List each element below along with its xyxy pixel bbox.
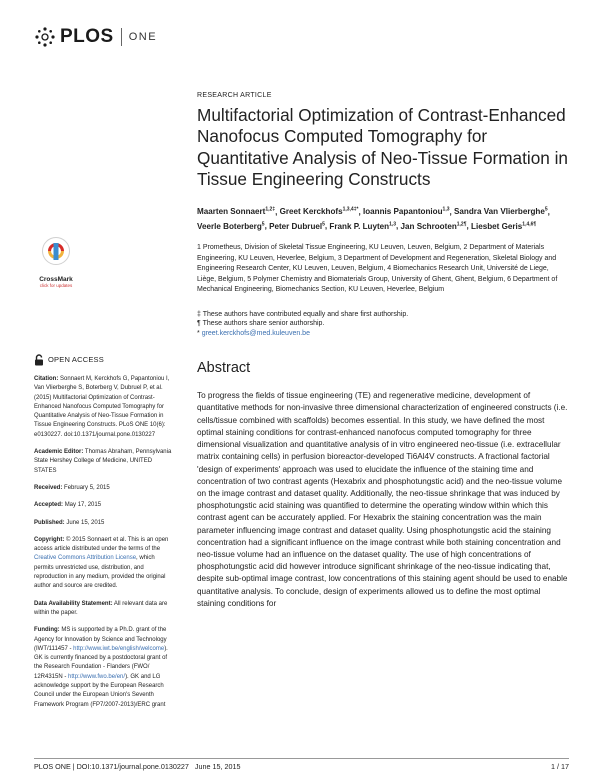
- email-symbol: *: [197, 329, 200, 337]
- author[interactable]: [363, 207, 450, 216]
- footer-citation: PLOS ONE | DOI:10.1371/journal.pone.0130227 June 15, 2015: [34, 762, 241, 771]
- funding-block: [34, 626, 172, 710]
- brand-name: PLOS: [60, 26, 114, 47]
- author-name: Veerle Boterberg: [197, 222, 262, 231]
- author-name: Maarten Sonnaert: [197, 207, 266, 217]
- funding-label: Funding:: [34, 627, 60, 634]
- corresponding-email-link[interactable]: greet.kerckhofs@med.kuleuven.be: [201, 329, 310, 337]
- author-name: Sandra Van Vlierberghe: [454, 207, 545, 217]
- author-name: Frank P. Luyten: [329, 222, 390, 231]
- affiliations: 1 Prometheus, Division of Skeletal Tissue Engineering, KU Leuven, Leuven, Belgium, 2 Department of Materials Engineering, KU Leuven, Heverlee, Belgium, 3 Department of Development and Regeneration, Skeletal Biology and Engineering Research Center, KU Leuven, Leuven, Belgium, 4 Biomechanics Research Unit, Université de Liege, Liège, Belgium, 5 Polymer Chemistry and Biomaterials Group, University of Ghent, Ghent, Belgium, 6 Department of Mechanical Engineering, Biomechanics Section, KU Leuven, Heverlee, Belgium: [197, 244, 558, 293]
- author-affiliation-marker: 1,2‡: [265, 206, 276, 213]
- plos-burst-icon: [34, 26, 56, 48]
- author-name: Greet Kerckhofs: [279, 207, 343, 217]
- copyright-text-1: © 2015 Sonnaert et al. This is an open access article distributed under the terms of the: [34, 536, 169, 553]
- accepted-date: May 17, 2015: [64, 502, 102, 509]
- editor-text: Thomas Abraham, Pennsylvania State Hershey College of Medicine, UNITED STATES: [34, 449, 172, 474]
- published-block: [34, 519, 172, 528]
- author-separator: ,: [449, 207, 454, 217]
- article-title: Multifactorial Optimization of Contrast-Enhanced Nanofocus Computed Tomography for Quantitative Analysis of Neo-Tissue Formation in Tissue Engineering Constructs: [197, 105, 568, 190]
- crossmark-badge[interactable]: [34, 236, 78, 288]
- equal-contribution-note: ‡ These authors have contributed equally and share first authorship.: [197, 310, 409, 318]
- crossmark-sublabel: click for updates: [39, 283, 73, 288]
- author-list: [197, 204, 569, 233]
- author-name: Peter Dubruel: [269, 222, 323, 231]
- author[interactable]: [197, 207, 275, 216]
- author[interactable]: [197, 222, 265, 231]
- author[interactable]: [280, 207, 359, 216]
- author-affiliation-marker: 5: [322, 221, 325, 228]
- funding-text-1: MS is supported by a Ph.D. grant of the Agency for Innovation by Science and Technology (IWT/111457 -: [34, 627, 167, 652]
- funding-text-3: ). GK and LG acknowledge support by the European Research Council under the European Union's Seventh Framework Program (FP7/2007-2013)/ERC grant: [34, 673, 166, 708]
- crossmark-label: CrossMark: [39, 276, 73, 283]
- author-affiliation-marker: 5: [544, 206, 548, 213]
- open-access-badge: [34, 354, 172, 366]
- funding-link-iwt[interactable]: http://www.iwt.be/english/welcome: [73, 645, 165, 652]
- plos-logo[interactable]: [34, 26, 157, 48]
- article-main: [197, 92, 569, 610]
- copyright-block: [34, 536, 172, 592]
- editor-block: [34, 448, 172, 476]
- author-affiliation-marker: 1,3: [442, 206, 450, 213]
- data-availability-text: All relevant data are within the paper.: [34, 600, 168, 616]
- crossmark-icon: [41, 236, 71, 270]
- citation-text: Sonnaert M, Kerckhofs G, Papantoniou I, Van Vlierberghe S, Boterberg V, Dubruel P, et al. (2015) Multifactorial Optimization of Contrast-Enhanced Nanofocus Computed Tomography for Quantitative Analysis of Neo-Tissue Formation in Tissue Engineering Constructs. PLoS ONE 10(6): e0130227. doi:10.1371/journal.pone.0130227: [34, 376, 170, 438]
- funding-text-2: ). GK is currently financed by a postdoctoral grant of the Research Foundation - Flanders (FWO/ 12R4315N -: [34, 645, 168, 680]
- abstract-heading: Abstract: [197, 360, 251, 377]
- received-date: February 5, 2015: [64, 484, 110, 491]
- abstract-text: To progress the fields of tissue engineering (TE) and regenerative medicine, development of quantitative methods for non-invasive three dimensional characterization of engineered constructs (i.e. cells/tissue combined with scaffolds) becomes essential. In this study, we have defined the most optimal staining conditions for contrast-enhanced nanofocus computed tomography for three dimensional visualization and quantitative analysis of in vitro engineered neo-tissue (i.e. extracellular matrix containing cells) in perfusion bioreactor-developed Ti6Al4V constructs. A fractional factorial 'design of experiments' approach was used to elucidate the influence of the staining time and concentration of two contrast agents (Hexabrix and phosphotungstic acid) and the neo-tissue volume on the image contrast and dataset quality. Additionally, the neo-tissue shrinkage that was induced by phosphotungstic acid staining was quantified to determine the operating window within which this contrast agent can be accurately applied. For Hexabrix the staining concentration was the main parameter influencing image contrast and dataset quality. Using phosphotungstic acid the staining concentration had a significant influence on the image contrast while both staining concentration and neo-tissue volume had an influence on the dataset quality. The use of high concentrations of phosphotungstic acid did however introduce significant shrinkage of the neo-tissue indicating that, despite sub-optimal image contrast, low concentrations of this staining agent should be used to enable quantitative analysis. To conclude, design of experiments allowed us to define the most optimal staining conditions for: [197, 391, 568, 608]
- author[interactable]: [471, 222, 536, 231]
- author-separator: ,: [275, 207, 280, 217]
- sidebar: [34, 354, 172, 718]
- funding-link-fwo[interactable]: http://www.fwo.be/en/: [68, 673, 126, 680]
- author-separator: ,: [324, 222, 330, 231]
- author-name: Liesbet Geris: [471, 222, 523, 231]
- footer-divider: [34, 758, 569, 759]
- copyright-label: Copyright:: [34, 536, 65, 543]
- received-label: Received:: [34, 484, 63, 491]
- author-separator: ,: [358, 207, 363, 217]
- accepted-block: [34, 501, 172, 510]
- author-affiliation-marker: 1,4,6¶: [522, 221, 537, 228]
- data-availability-label: Data Availability Statement:: [34, 600, 113, 607]
- author-notes: [197, 310, 569, 339]
- article-type: RESEARCH ARTICLE: [197, 92, 272, 99]
- senior-authorship-note: ¶ These authors share senior authorship.: [197, 320, 325, 328]
- author-name: Jan Schrooten: [400, 222, 457, 231]
- open-lock-icon: [34, 354, 44, 366]
- published-label: Published:: [34, 519, 65, 526]
- author-affiliation-marker: 5: [261, 221, 265, 228]
- received-block: [34, 484, 172, 493]
- published-date: June 15, 2015: [66, 519, 105, 526]
- author-affiliation-marker: 1,3: [389, 221, 397, 228]
- author-name: Ioannis Papantoniou: [362, 207, 443, 217]
- author-separator: ,: [264, 222, 270, 231]
- citation-block: [34, 375, 172, 440]
- open-access-label: OPEN ACCESS: [48, 355, 104, 365]
- author[interactable]: [269, 222, 325, 231]
- author[interactable]: [454, 207, 548, 216]
- author-separator: ,: [466, 222, 471, 231]
- citation-label: Citation:: [34, 376, 59, 382]
- author-separator: ,: [547, 207, 550, 217]
- author[interactable]: [329, 222, 396, 231]
- author[interactable]: [401, 222, 467, 231]
- author-affiliation-marker: 1,2¶: [456, 221, 467, 228]
- copyright-text-2: , which permits unrestricted use, distribution, and reproduction in any medium, provided the original author and source are credited.: [34, 555, 166, 590]
- accepted-label: Accepted:: [34, 502, 64, 509]
- author-affiliation-marker: 1,3,4‡*: [342, 206, 359, 213]
- author-separator: ,: [396, 222, 401, 231]
- journal-name: ONE: [128, 31, 158, 43]
- logo-divider: [121, 28, 122, 46]
- editor-label: Academic Editor:: [34, 449, 84, 456]
- license-link[interactable]: Creative Commons Attribution License: [34, 555, 137, 562]
- corresponding-email-line: [197, 329, 569, 339]
- page-number: 1 / 17: [551, 762, 569, 771]
- data-availability-block: [34, 600, 172, 619]
